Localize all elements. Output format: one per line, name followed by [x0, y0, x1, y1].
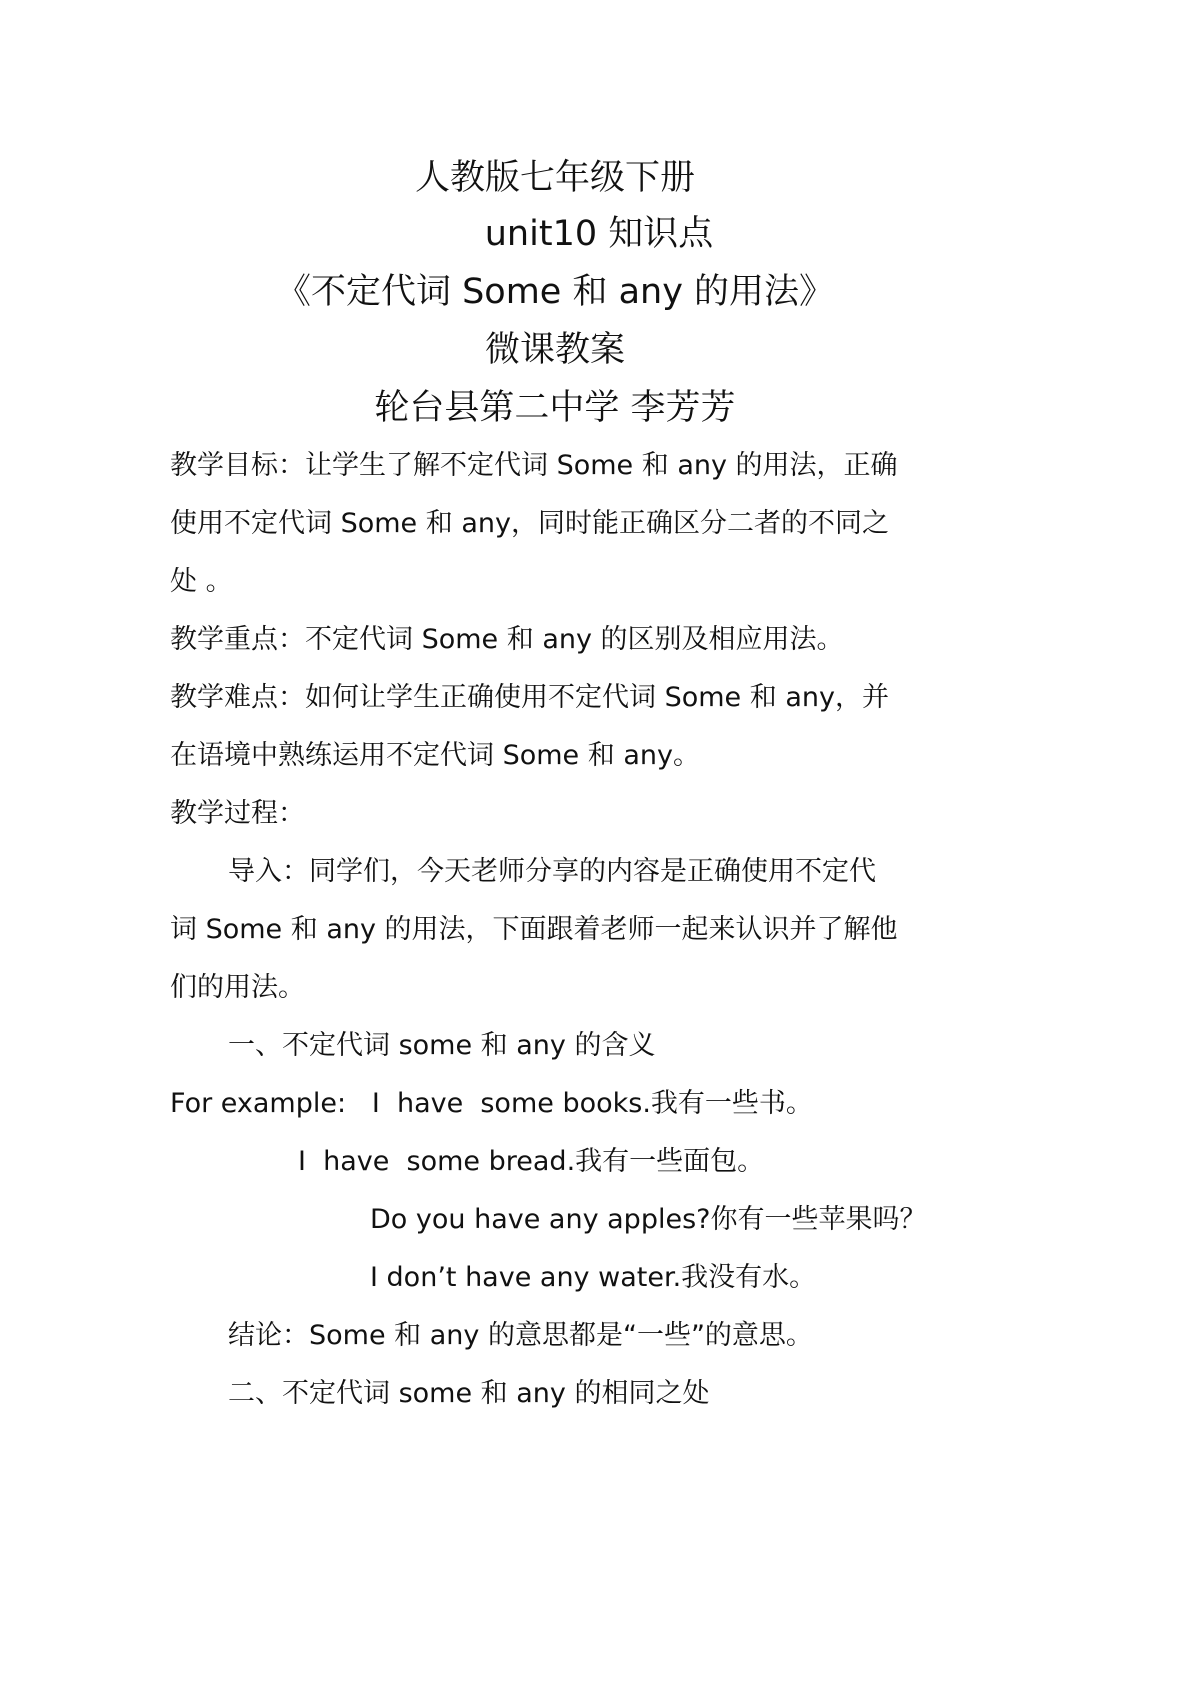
- doc-title-line2: unit10 知识点: [484, 214, 714, 254]
- difficulty-line: 教学难点：如何让学生正确使用不定代词 Some 和 any，并: [170, 682, 889, 713]
- example-line: For example: I have some books.我有一些书。: [170, 1088, 813, 1119]
- objective-line: 使用不定代词 Some 和 any，同时能正确区分二者的不同之: [170, 508, 889, 539]
- intro-line: 导入：同学们，今天老师分享的内容是正确使用不定代: [228, 856, 876, 887]
- doc-author: 轮台县第二中学 李芳芳: [374, 388, 736, 428]
- objective-line: 教学目标：让学生了解不定代词 Some 和 any 的用法，正确: [170, 450, 898, 481]
- example-line: I don’t have any water.我没有水。: [370, 1262, 817, 1293]
- key-point: 教学重点：不定代词 Some 和 any 的区别及相应用法。: [170, 624, 844, 655]
- intro-line: 们的用法。: [170, 972, 305, 1003]
- section-heading-1: 一、不定代词 some 和 any 的含义: [228, 1030, 656, 1061]
- example-line: I have some bread.我有一些面包。: [298, 1146, 765, 1177]
- doc-title-line4: 微课教案: [484, 330, 625, 370]
- doc-title-line1: 人教版七年级下册: [414, 158, 695, 198]
- example-line: Do you have any apples?你有一些苹果吗？: [370, 1204, 927, 1235]
- doc-title-line3: 《不定代词 Some 和 any 的用法》: [275, 272, 835, 312]
- section-heading-2: 二、不定代词 some 和 any 的相同之处: [228, 1378, 710, 1409]
- objective-line: 处 。: [170, 566, 233, 597]
- intro-line: 词 Some 和 any 的用法，下面跟着老师一起来认识并了解他: [170, 914, 898, 945]
- process-heading: 教学过程：: [170, 798, 305, 829]
- conclusion: 结论：Some 和 any 的意思都是“一些”的意思。: [228, 1320, 813, 1351]
- difficulty-line: 在语境中熟练运用不定代词 Some 和 any。: [170, 740, 700, 771]
